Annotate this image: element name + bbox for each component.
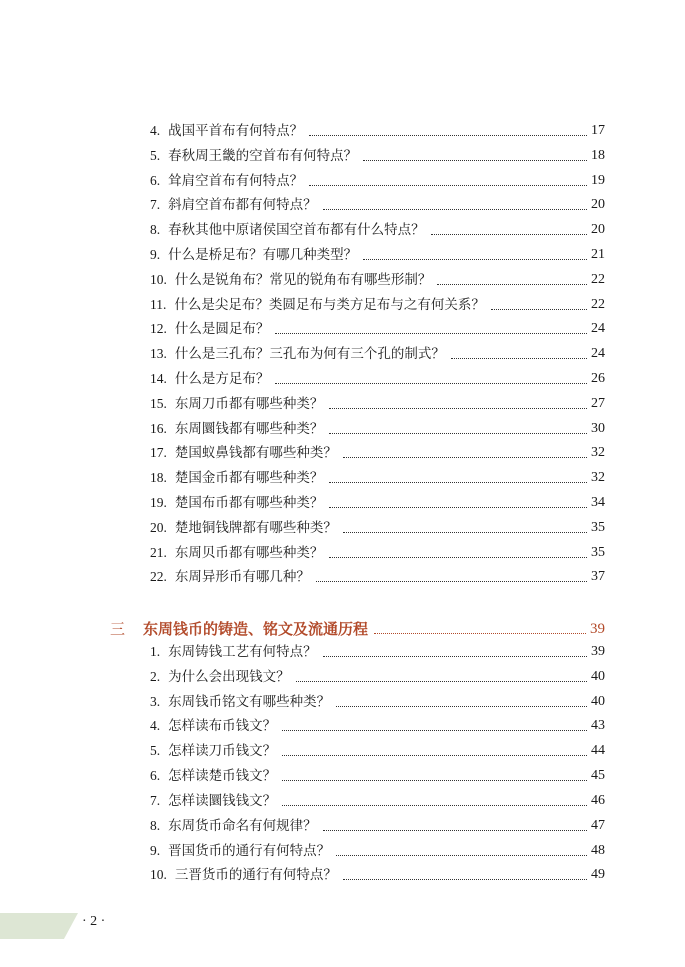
dot-leader	[282, 779, 587, 781]
toc-entry[interactable]	[150, 341, 605, 363]
toc-entry[interactable]	[150, 366, 605, 388]
dot-leader	[336, 854, 587, 856]
entry-page: 26	[591, 371, 605, 386]
toc-entry[interactable]	[150, 515, 605, 537]
toc-entry[interactable]	[150, 763, 605, 785]
entry-number: 17.	[150, 445, 167, 460]
dot-leader	[451, 357, 587, 359]
toc-entry[interactable]	[150, 440, 605, 462]
entry-number: 9.	[150, 247, 161, 262]
entry-number: 2.	[150, 669, 161, 684]
entry-page: 24	[591, 321, 605, 336]
entry-title: 怎样读布币钱文？	[168, 718, 277, 734]
entry-number: 1.	[150, 644, 161, 659]
entry-page: 40	[591, 669, 605, 684]
toc-entry[interactable]	[150, 118, 605, 140]
entry-number: 8.	[150, 818, 161, 833]
toc-entry[interactable]	[150, 465, 605, 487]
entry-number: 14.	[150, 371, 167, 386]
entry-title: 为什么会出现钱文？	[168, 669, 290, 685]
toc-entry[interactable]	[150, 664, 605, 686]
entry-page: 39	[591, 644, 605, 659]
toc-entry[interactable]	[150, 168, 605, 190]
entry-title: 晋国货币的通行有何特点？	[168, 843, 331, 859]
entry-title: 什么是圆足布？	[174, 321, 270, 337]
entry-page: 46	[591, 793, 605, 808]
toc-entry[interactable]	[150, 738, 605, 760]
entry-page: 22	[591, 297, 605, 312]
toc-entry[interactable]	[150, 813, 605, 835]
entry-number: 19.	[150, 495, 167, 510]
entry-page: 19	[591, 173, 605, 188]
entry-page: 45	[591, 768, 605, 783]
toc-entry[interactable]	[150, 292, 605, 314]
entry-page: 18	[591, 148, 605, 163]
entry-number: 20.	[150, 520, 167, 535]
toc-entry[interactable]	[150, 540, 605, 562]
entry-page: 20	[591, 222, 605, 237]
entry-number: 15.	[150, 396, 167, 411]
entry-title: 楚国布币都有哪些种类？	[174, 495, 324, 511]
entry-number: 16.	[150, 421, 167, 436]
entry-title: 春秋其他中原诸侯国空首布都有什么特点？	[168, 222, 425, 238]
dot-leader	[282, 754, 587, 756]
dot-leader	[323, 208, 587, 210]
entry-page: 47	[591, 818, 605, 833]
entry-number: 7.	[150, 197, 161, 212]
entry-number: 3.	[150, 694, 161, 709]
entry-title: 楚国金币都有哪些种类？	[174, 470, 324, 486]
entry-number: 12.	[150, 321, 167, 336]
toc-entry[interactable]	[150, 391, 605, 413]
entry-page: 40	[591, 694, 605, 709]
entry-page: 21	[591, 247, 605, 262]
entry-title: 东周钱币铭文有哪些种类？	[168, 694, 331, 710]
entry-number: 9.	[150, 843, 161, 858]
entry-number: 6.	[150, 768, 161, 783]
dot-leader	[329, 481, 587, 483]
entry-title: 东周刀币都有哪些种类？	[174, 396, 324, 412]
toc-entry[interactable]	[150, 838, 605, 860]
entry-title: 怎样读圜钱钱文？	[168, 793, 277, 809]
toc-entry[interactable]	[150, 639, 605, 661]
dot-leader	[363, 258, 587, 260]
entry-title: 怎样读刀币钱文？	[168, 743, 277, 759]
toc-entry[interactable]	[150, 788, 605, 810]
entry-number: 21.	[150, 545, 167, 560]
entry-number: 13.	[150, 346, 167, 361]
entry-title: 东周贝币都有哪些种类？	[174, 545, 324, 561]
entry-page: 27	[591, 396, 605, 411]
entry-title: 东周异形币有哪几种？	[174, 569, 310, 585]
entry-title: 三晋货币的通行有何特点？	[174, 867, 337, 883]
entry-number: 7.	[150, 793, 161, 808]
entry-number: 18.	[150, 470, 167, 485]
dot-leader	[329, 506, 587, 508]
entry-title: 东周圜钱都有哪些种类？	[174, 421, 324, 437]
dot-leader	[275, 382, 587, 384]
dot-leader	[275, 332, 587, 334]
entry-title: 战国平首布有何特点？	[168, 123, 304, 139]
dot-leader	[431, 233, 587, 235]
entry-title: 东周铸钱工艺有何特点？	[168, 644, 317, 660]
entry-number: 5.	[150, 148, 161, 163]
toc-entry[interactable]	[150, 143, 605, 165]
entry-title: 什么是三孔布？三孔布为何有三个孔的制式？	[174, 346, 445, 362]
toc-entry[interactable]	[150, 713, 605, 735]
section-title: 东周钱币的铸造、铭文及流通历程	[143, 620, 369, 638]
entry-page: 32	[591, 445, 605, 460]
dot-leader	[323, 829, 587, 831]
entry-page: 30	[591, 421, 605, 436]
entry-number: 22.	[150, 569, 167, 584]
entry-page: 20	[591, 197, 605, 212]
dot-leader	[363, 159, 587, 161]
entry-page: 49	[591, 867, 605, 882]
entry-page: 35	[591, 545, 605, 560]
section-page: 39	[590, 621, 605, 637]
entry-title: 楚地铜钱牌都有哪些种类？	[174, 520, 337, 536]
entry-title: 春秋周王畿的空首布有何特点？	[168, 148, 358, 164]
entry-page: 22	[591, 272, 605, 287]
dot-leader	[374, 632, 586, 634]
entry-title: 什么是方足布？	[174, 371, 270, 387]
entry-title: 什么是桥足布？有哪几种类型？	[168, 247, 358, 263]
dot-leader	[343, 878, 587, 880]
toc-entry[interactable]	[150, 267, 605, 289]
dot-leader	[329, 407, 587, 409]
toc-entry[interactable]	[150, 416, 605, 438]
toc-entry[interactable]	[150, 862, 605, 884]
entry-page: 44	[591, 743, 605, 758]
entry-title: 什么是尖足布？类圆足布与类方足布与之有何关系？	[174, 297, 485, 313]
entry-title: 斜肩空首布都有何特点？	[168, 197, 317, 213]
dot-leader	[437, 283, 587, 285]
footer-band	[0, 913, 78, 939]
page-number: · 2 ·	[82, 914, 106, 929]
entry-page: 35	[591, 520, 605, 535]
toc-entry[interactable]	[150, 490, 605, 512]
dot-leader	[491, 308, 587, 310]
dot-leader	[316, 580, 587, 582]
dot-leader	[323, 655, 587, 657]
entry-page: 34	[591, 495, 605, 510]
entry-title: 怎样读楚币钱文？	[168, 768, 277, 784]
entry-number: 4.	[150, 123, 161, 138]
entry-number: 5.	[150, 743, 161, 758]
entry-number: 11.	[150, 297, 167, 312]
dot-leader	[309, 134, 587, 136]
dot-leader	[343, 531, 587, 533]
dot-leader	[329, 556, 587, 558]
toc-entry[interactable]	[150, 242, 605, 264]
entry-page: 32	[591, 470, 605, 485]
entry-number: 10.	[150, 272, 167, 287]
entry-page: 17	[591, 123, 605, 138]
dot-leader	[309, 184, 587, 186]
entry-title: 楚国蚁鼻钱都有哪些种类？	[174, 445, 337, 461]
dot-leader	[282, 729, 587, 731]
entry-page: 43	[591, 718, 605, 733]
entry-number: 6.	[150, 173, 161, 188]
toc-entry[interactable]	[150, 192, 605, 214]
entry-page: 24	[591, 346, 605, 361]
toc-entry[interactable]	[150, 564, 605, 586]
dot-leader	[282, 804, 587, 806]
entry-page: 37	[591, 569, 605, 584]
dot-leader	[336, 705, 587, 707]
toc-entry[interactable]	[150, 689, 605, 711]
dot-leader	[343, 456, 587, 458]
entry-number: 4.	[150, 718, 161, 733]
section-number: 三	[110, 620, 126, 638]
entry-page: 48	[591, 843, 605, 858]
entry-title: 东周货币命名有何规律？	[168, 818, 317, 834]
dot-leader	[329, 432, 587, 434]
entry-title: 什么是锐角布？常见的锐角布有哪些形制？	[174, 272, 432, 288]
dot-leader	[296, 680, 587, 682]
toc-entry[interactable]	[150, 316, 605, 338]
entry-number: 10.	[150, 867, 167, 882]
entry-title: 耸肩空首布有何特点？	[168, 173, 304, 189]
entry-number: 8.	[150, 222, 161, 237]
toc-entry[interactable]	[150, 217, 605, 239]
toc-section-heading[interactable]	[110, 617, 605, 639]
